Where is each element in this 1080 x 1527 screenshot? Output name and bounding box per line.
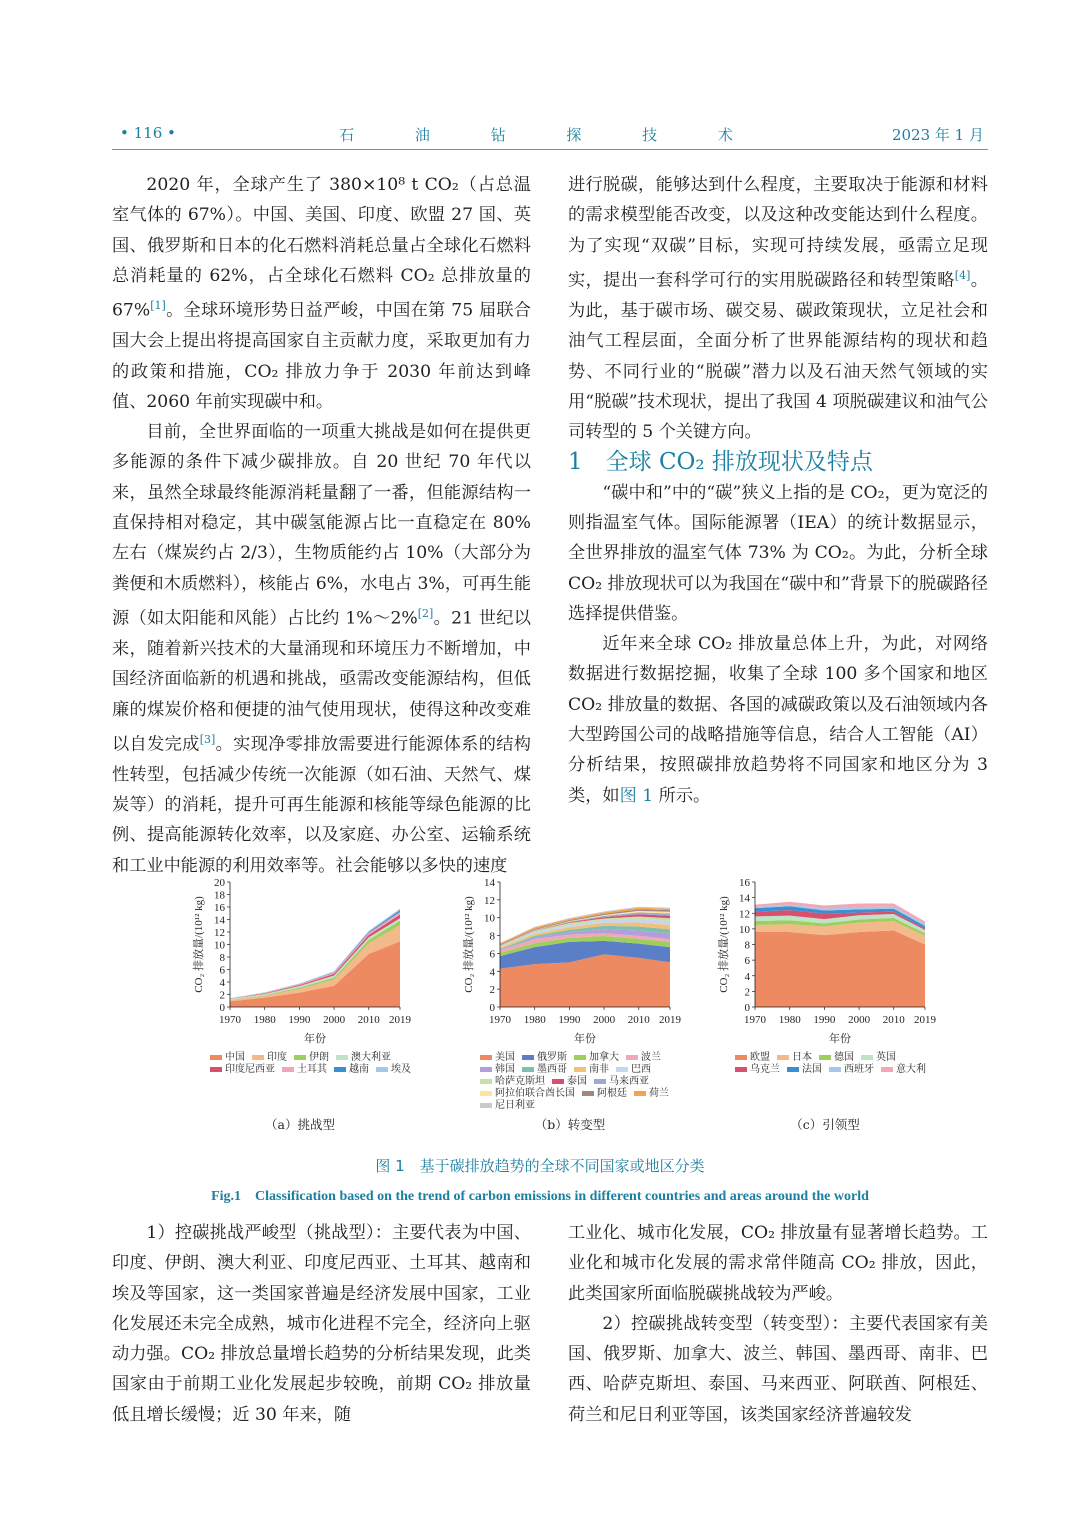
- left-column-bottom: [112, 1218, 531, 1430]
- y-tick-label: 4: [744, 970, 750, 983]
- legend-swatch: [210, 1067, 222, 1072]
- y-tick-label: 12: [484, 894, 495, 907]
- legend-item: [480, 1064, 515, 1076]
- figure-link[interactable]: 图 1: [619, 785, 654, 806]
- left-column-top: [112, 170, 531, 881]
- x-tick-label: 1980: [778, 1014, 801, 1026]
- y-tick-label: 20: [214, 877, 225, 889]
- paragraph: 近年来全球 CO₂ 排放量总体上升，为此，对网络数据进行数据挖掘，收集了全球 100 多个国家和地区 CO₂ 排放量的数据、各国的减碳政策以及石油领域内各大型跨国公司的战略措施等信息，结合人工智能（AI）分析结果，按照碳排放趋势将不同国家和地区分为 3 类，如图 1 所示。: [568, 634, 988, 806]
- legend-label: 加拿大: [589, 1052, 619, 1063]
- chart-legend: [480, 1052, 690, 1112]
- x-tick-label: 2000: [323, 1014, 346, 1026]
- legend-swatch: [594, 1079, 606, 1084]
- y-tick-label: 10: [214, 939, 225, 952]
- legend-item: [819, 1052, 854, 1064]
- legend-item: [735, 1064, 780, 1076]
- legend-label: 西班牙: [844, 1064, 874, 1075]
- page-header: [112, 122, 988, 148]
- x-axis-label: 年份: [829, 1033, 851, 1045]
- legend-swatch: [480, 1067, 492, 1072]
- legend-item: [574, 1052, 619, 1064]
- legend-swatch: [634, 1091, 646, 1096]
- legend-item: [787, 1064, 822, 1076]
- legend-swatch: [522, 1067, 534, 1072]
- y-tick-label: 6: [489, 948, 495, 961]
- y-tick-label: 14: [214, 914, 225, 927]
- legend-item: [522, 1052, 567, 1064]
- legend-swatch: [522, 1055, 534, 1060]
- legend-item: [861, 1052, 896, 1064]
- right-column-bottom: [568, 1218, 988, 1430]
- legend-swatch: [777, 1055, 789, 1060]
- legend-swatch: [210, 1055, 222, 1060]
- chart-legend: [735, 1052, 945, 1076]
- y-tick-label: 8: [219, 952, 225, 964]
- legend-swatch: [735, 1067, 747, 1072]
- paragraph: 进行脱碳，能够达到什么程度，主要取决于能源和材料的需求模型能否改变，以及这种改变能达到什么程度。为了实现“双碳”目标，实现可持续发展，亟需立足现实，提出一套科学可行的实用脱碳路径和转型策略[4]。为此，基于碳市场、碳交易、碳政策现状，立足社会和油气工程层面，全面分析了世界能源结构的现状和趋势、不同行业的“脱碳”潜力以及石油天然气领域的实用“脱碳”技术现状，提出了我国 4 项脱碳建议和油气公司转型的 5 个关键方向。: [568, 175, 988, 443]
- y-tick-label: 2: [744, 986, 750, 999]
- legend-item: [634, 1088, 669, 1100]
- y-tick-label: 8: [744, 939, 750, 952]
- subfigure-caption: （b）转变型: [534, 1117, 606, 1132]
- y-tick-label: 16: [214, 902, 225, 914]
- legend-item: [881, 1064, 926, 1076]
- legend-swatch: [480, 1055, 492, 1060]
- legend-label: 荷兰: [649, 1088, 669, 1099]
- citation[interactable]: [1]: [150, 299, 166, 313]
- x-axis-label: 年份: [574, 1033, 596, 1045]
- legend-swatch: [819, 1055, 831, 1060]
- legend-swatch: [861, 1055, 873, 1060]
- x-tick-label: 2010: [357, 1014, 380, 1026]
- legend-item: [582, 1088, 627, 1100]
- chart-challenge: [150, 870, 411, 1132]
- y-tick-label: 12: [739, 908, 750, 921]
- legend-swatch: [376, 1067, 388, 1072]
- legend-swatch: [829, 1067, 841, 1072]
- paragraph: 2）控碳挑战转变型（转变型）：主要代表国家有美国、俄罗斯、加拿大、波兰、韩国、墨西哥、南非、巴西、哈萨克斯坦、泰国、马来西亚、阿联酋、阿根廷、荷兰和尼日利亚等国，该类国家经济普遍较发: [568, 1313, 988, 1425]
- citation[interactable]: [2]: [417, 606, 434, 620]
- right-column-top: [568, 170, 988, 811]
- x-tick-label: 1970: [219, 1014, 241, 1026]
- x-tick-label: 1980: [253, 1014, 276, 1026]
- y-tick-label: 2: [489, 984, 495, 997]
- figure-caption-en: Fig.1 Classification based on the trend of carbon emissions in different countries and areas around the world: [211, 1189, 869, 1204]
- x-tick-label: 2000: [593, 1014, 616, 1026]
- legend-swatch: [336, 1055, 348, 1060]
- x-tick-label: 2010: [882, 1014, 905, 1026]
- x-tick-label: 1990: [813, 1014, 836, 1026]
- y-tick-label: 4: [219, 977, 225, 989]
- legend-label: 马来西亚: [609, 1076, 649, 1087]
- legend-label: 中国: [225, 1052, 245, 1063]
- y-tick-label: 18: [214, 889, 225, 902]
- paragraph: “碳中和”中的“碳”狭义上指的是 CO₂，更为宽泛的则指温室气体。国际能源署（IEA）的统计数据显示，全世界排放的温室气体 73% 为 CO₂。为此，分析全球 CO₂ 排放现状可以为我国在“碳中和”背景下的脱碳路径选择提供借鉴。: [568, 482, 988, 624]
- legend-item: [522, 1064, 567, 1076]
- legend-label: 阿根廷: [597, 1088, 627, 1099]
- y-tick-label: 6: [744, 955, 750, 968]
- x-tick-label: 2010: [627, 1014, 650, 1026]
- legend-label: 俄罗斯: [537, 1052, 567, 1063]
- legend-label: 伊朗: [309, 1052, 329, 1063]
- x-tick-label: 2000: [848, 1014, 871, 1026]
- legend-label: 印度: [267, 1052, 287, 1063]
- x-tick-label: 1990: [558, 1014, 581, 1026]
- legend-swatch: [735, 1055, 747, 1060]
- legend-label: 澳大利亚: [351, 1052, 391, 1063]
- legend-item: [480, 1100, 535, 1112]
- legend-swatch: [252, 1055, 264, 1060]
- area-series: [755, 930, 925, 1007]
- x-tick-label: 1990: [288, 1014, 311, 1026]
- y-tick-label: 4: [489, 966, 495, 979]
- legend-swatch: [626, 1055, 638, 1060]
- y-axis-label: CO₂ 排放量/(10¹² kg): [193, 896, 205, 993]
- legend-item: [480, 1052, 515, 1064]
- legend-item: [336, 1052, 391, 1064]
- legend-item: [574, 1064, 609, 1076]
- legend-label: 韩国: [495, 1064, 515, 1075]
- citation[interactable]: [4]: [954, 268, 971, 282]
- legend-swatch: [480, 1103, 492, 1108]
- chart-legend: [210, 1052, 420, 1076]
- legend-label: 德国: [834, 1052, 854, 1063]
- legend-label: 欧盟: [750, 1052, 770, 1063]
- legend-label: 印度尼西亚: [225, 1064, 275, 1075]
- figure-caption-cn: 图 1 基于碳排放趋势的全球不同国家或地区分类: [375, 1157, 705, 1175]
- legend-swatch: [574, 1055, 586, 1060]
- subfigure-caption: （a）挑战型: [265, 1117, 335, 1132]
- y-tick-label: 6: [219, 964, 225, 977]
- y-tick-label: 10: [739, 923, 750, 936]
- legend-label: 南非: [589, 1064, 609, 1075]
- legend-item: [210, 1064, 275, 1076]
- chart-leading: [675, 870, 936, 1132]
- y-tick-label: 0: [489, 1002, 495, 1014]
- legend-item: [294, 1052, 329, 1064]
- legend-swatch: [480, 1079, 492, 1084]
- legend-label: 越南: [349, 1064, 369, 1075]
- paragraph: 目前，全世界面临的一项重大挑战是如何在提供更多能源的条件下减少碳排放。自 20 世纪 70 年代以来，虽然全球最终能源消耗量翻了一番，但能源结构一直保持相对稳定，其中碳氢能源占比一直稳定在 80% 左右（煤炭约占 2/3），生物质能约占 10%（大部分为粪便和木质燃料），核能占 6%，水电占 3%，可再生能源（如太阳能和风能）占比约 1%～2%[2]。21 世纪以来，随着新兴技术的大量涌现和环境压力不断增加，中国经济面临新的机遇和挑战，亟需改变能源结构，但低廉的煤炭价格和便捷的油气使用现状，使得这种改变难以自发完成[3]。实现净零排放需要进行能源体系的结构性转型，包括减少传统一次能源（如石油、天然气、煤炭等）的消耗，提升可再生能源和核能等绿色能源的比例、提高能源转化效率，以及家庭、办公室、运输系统和工业中能源的利用效率等。社会能够以多快的速度: [112, 422, 531, 876]
- legend-item: [480, 1088, 575, 1100]
- header-rule: [112, 149, 988, 150]
- chart-svg: [675, 870, 936, 1045]
- legend-label: 英国: [876, 1052, 896, 1063]
- paragraph: 工业化、城市化发展，CO₂ 排放量有显著增长趋势。工业化和城市化发展的需求常伴随高 CO₂ 排放，因此，此类国家所面临脱碳挑战较为严峻。: [568, 1223, 988, 1304]
- legend-item: [735, 1052, 770, 1064]
- legend-label: 日本: [792, 1052, 812, 1063]
- legend-label: 法国: [802, 1064, 822, 1075]
- legend-item: [282, 1064, 327, 1076]
- y-tick-label: 0: [219, 1002, 225, 1014]
- citation[interactable]: [3]: [199, 732, 216, 746]
- legend-item: [376, 1064, 411, 1076]
- x-tick-label: 1970: [744, 1014, 766, 1026]
- legend-item: [777, 1052, 812, 1064]
- legend-label: 土耳其: [297, 1064, 327, 1075]
- page-number: • 116 •: [120, 124, 176, 142]
- section-heading: 1 全球 CO₂ 排放现状及特点: [568, 449, 873, 476]
- legend-label: 波兰: [641, 1052, 661, 1063]
- legend-label: 埃及: [391, 1064, 411, 1075]
- legend-swatch: [616, 1067, 628, 1072]
- y-tick-label: 16: [739, 877, 750, 889]
- legend-label: 乌克兰: [750, 1064, 780, 1075]
- y-tick-label: 8: [489, 930, 495, 943]
- legend-item: [480, 1076, 545, 1088]
- x-tick-label: 1970: [489, 1014, 511, 1026]
- y-tick-label: 12: [214, 927, 225, 939]
- chart-transition: [420, 870, 681, 1132]
- legend-label: 尼日利亚: [495, 1100, 535, 1111]
- legend-label: 巴西: [631, 1064, 651, 1075]
- issue-date: 2023 年 1 月: [891, 126, 984, 144]
- legend-label: 哈萨克斯坦: [495, 1076, 545, 1087]
- y-tick-label: 14: [739, 892, 750, 905]
- legend-swatch: [787, 1067, 799, 1072]
- legend-swatch: [334, 1067, 346, 1072]
- legend-item: [626, 1052, 661, 1064]
- legend-label: 泰国: [567, 1076, 587, 1087]
- y-axis-label: CO₂ 排放量/(10¹² kg): [718, 896, 730, 993]
- legend-item: [594, 1076, 649, 1088]
- legend-swatch: [294, 1055, 306, 1060]
- y-tick-label: 10: [484, 912, 495, 925]
- legend-item: [252, 1052, 287, 1064]
- x-tick-label: 2019: [914, 1014, 936, 1026]
- paragraph: 1）控碳挑战严峻型（挑战型）：主要代表为中国、印度、伊朗、澳大利亚、印度尼西亚、土耳其、越南和埃及等国家，这一类国家普遍是经济发展中国家，工业化发展还未完全成熟，城市化进程不完全，经济向上驱动力强。CO₂ 排放总量增长趋势的分析结果发现，此类国家由于前期工业化发展起步较晚，前期 CO₂ 排放量低且增长缓慢；近 30 年来，随: [112, 1223, 531, 1425]
- journal-title: 石 油 钻 探 技 术: [339, 126, 761, 144]
- legend-item: [334, 1064, 369, 1076]
- legend-swatch: [552, 1079, 564, 1084]
- y-tick-label: 0: [744, 1002, 750, 1014]
- x-axis-label: 年份: [304, 1033, 326, 1045]
- figure-1: [150, 870, 950, 1160]
- paragraph: 2020 年，全球产生了 380×10⁸ t CO₂（占总温室气体的 67%）。中国、美国、印度、欧盟 27 国、英国、俄罗斯和日本的化石燃料消耗总量占全球化石燃料总消耗量的 62%，占全球化石燃料 CO₂ 总排放量的 67%[1]。全球环境形势日益严峻，中国在第 75 届联合国大会上提出将提高国家自主贡献力度，采取更加有力的政策和措施，CO₂ 排放力争于 2030 年前达到峰值、2060 年前实现碳中和。: [112, 175, 531, 412]
- legend-swatch: [480, 1091, 492, 1096]
- legend-item: [829, 1064, 874, 1076]
- x-tick-label: 2019: [389, 1014, 411, 1026]
- y-axis-label: CO₂ 排放量/(10¹² kg): [463, 896, 475, 993]
- chart-svg: [420, 870, 681, 1045]
- legend-swatch: [881, 1067, 893, 1072]
- legend-label: 意大利: [896, 1064, 926, 1075]
- legend-swatch: [582, 1091, 594, 1096]
- x-tick-label: 2019: [659, 1014, 681, 1026]
- legend-swatch: [574, 1067, 586, 1072]
- chart-svg: [150, 870, 411, 1045]
- legend-label: 墨西哥: [537, 1064, 567, 1075]
- x-tick-label: 1980: [523, 1014, 546, 1026]
- legend-item: [616, 1064, 651, 1076]
- legend-item: [210, 1052, 245, 1064]
- subfigure-caption: （c）引领型: [790, 1117, 860, 1132]
- legend-label: 阿拉伯联合酋长国: [495, 1088, 575, 1099]
- y-tick-label: 2: [219, 989, 225, 1002]
- legend-item: [552, 1076, 587, 1088]
- legend-swatch: [282, 1067, 294, 1072]
- legend-label: 美国: [495, 1052, 515, 1063]
- y-tick-label: 14: [484, 877, 495, 889]
